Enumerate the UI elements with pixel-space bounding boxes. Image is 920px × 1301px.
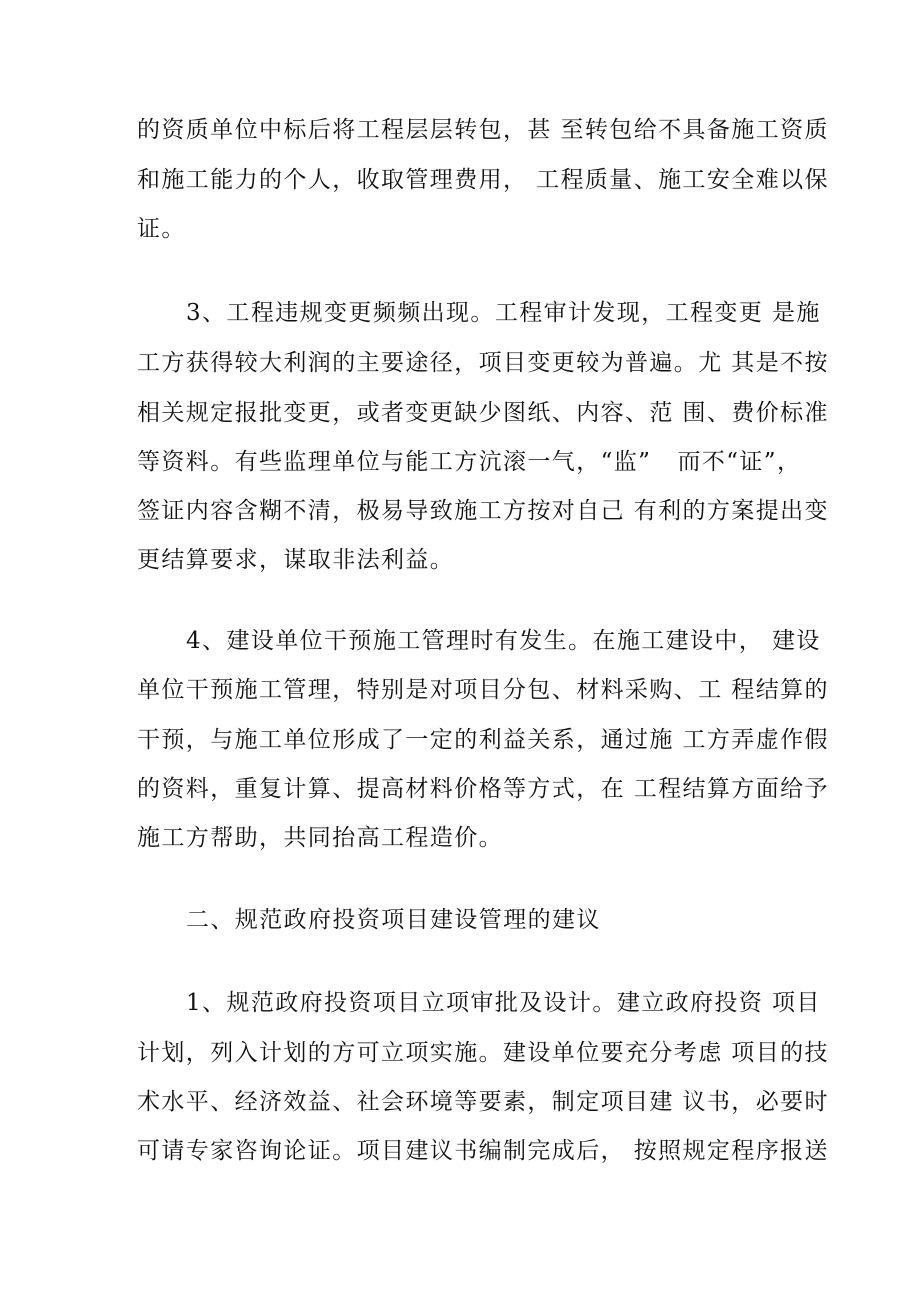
text-line: 3、工程违规变更频频出现。工程审计发现，工程变更 是施 bbox=[186, 300, 821, 326]
section-heading: 二、规范政府投资项目建设管理的建议 bbox=[186, 907, 601, 933]
text-line: 的资质单位中标后将工程层层转包，甚 至转包给不具备施工资质 bbox=[137, 117, 829, 143]
text-line: 可请专家咨询论证。项目建议书编制完成后， 按照规定程序报送 bbox=[137, 1138, 829, 1164]
text-line: 1、规范政府投资项目立项审批及设计。建立政府投资 项目 bbox=[186, 990, 821, 1016]
text-line: 施工方帮助，共同抬高工程造价。 bbox=[137, 825, 503, 851]
text-line: 证。 bbox=[137, 216, 186, 242]
text-line: 更结算要求，谋取非法利益。 bbox=[137, 547, 455, 573]
text-line: 术水平、经济效益、社会环境等要素，制定项目建 议书，必要时 bbox=[137, 1089, 829, 1115]
text-line: 单位干预施工管理，特别是对项目分包、材料采购、工 程结算的 bbox=[137, 677, 829, 703]
text-line: 工方获得较大利润的主要途径，项目变更较为普遍。尤 其是不按 bbox=[137, 350, 829, 376]
text-line: 签证内容含糊不清，极易导致施工方按对自己 有利的方案提出变 bbox=[137, 498, 829, 524]
text-line: 干预，与施工单位形成了一定的利益关系，通过施 工方弄虚作假 bbox=[137, 727, 829, 753]
text-line: 等资料。有些监理单位与能工方沆滚一气，“监” 而不“证”， bbox=[137, 449, 802, 475]
text-line: 相关规定报批变更，或者变更缺少图纸、内容、范 围、费价标准 bbox=[137, 400, 829, 426]
text-line: 和施工能力的个人，收取管理费用， 工程质量、施工安全难以保 bbox=[137, 167, 829, 193]
text-line: 4、建设单位干预施工管理时有发生。在施工建设中， 建设 bbox=[186, 628, 821, 654]
text-line: 计划，列入计划的方可立项实施。建设单位要充分考虑 项目的技 bbox=[137, 1040, 829, 1066]
text-line: 的资料，重复计算、提高材料价格等方式，在 工程结算方面给予 bbox=[137, 776, 829, 802]
